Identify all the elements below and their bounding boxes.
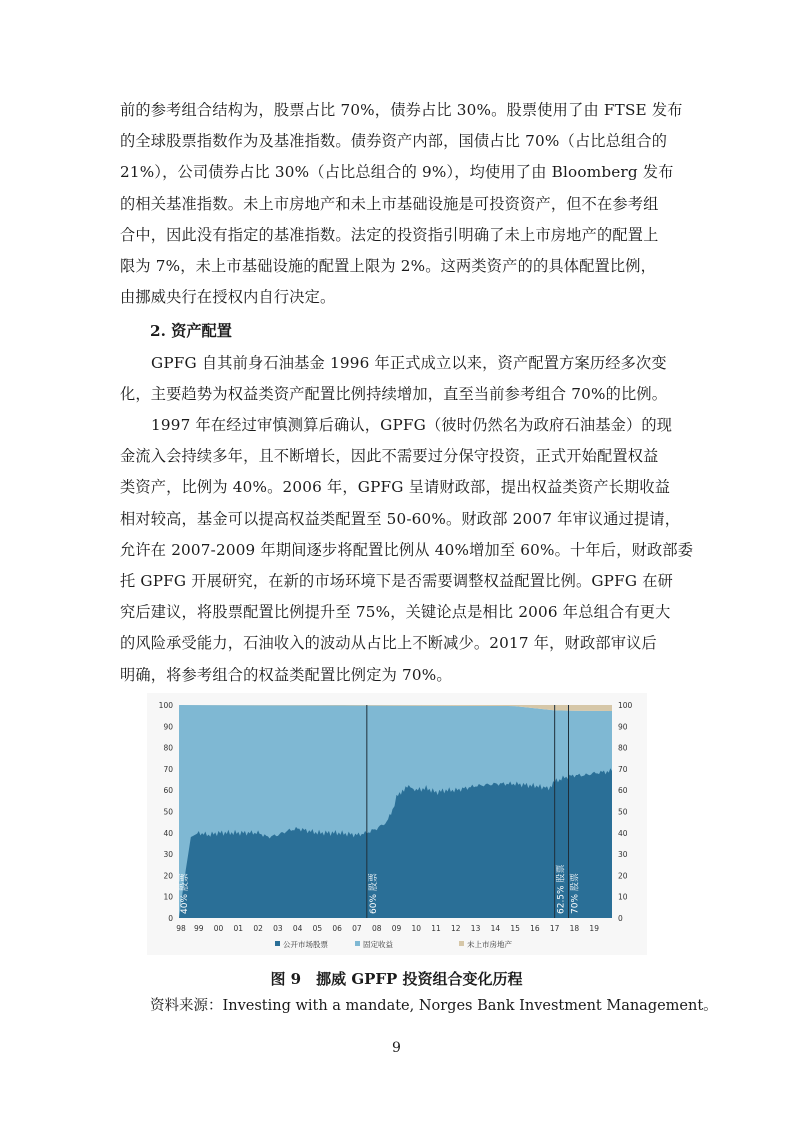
y-tick-left: 20	[163, 871, 173, 881]
y-tick-right: 10	[618, 892, 628, 902]
x-tick-label: 14	[490, 924, 501, 933]
y-tick-left: 90	[163, 722, 173, 732]
x-tick-label: 07	[352, 924, 362, 933]
text-line: 究后建议，将股票配置比例提升至 75%，关键论点是相比 2006 年总组合有更大	[120, 603, 671, 622]
legend-swatch	[275, 941, 280, 946]
legend-label: 未上市房地产	[467, 940, 512, 949]
x-tick-label: 00	[213, 924, 224, 933]
y-tick-right: 50	[618, 807, 628, 817]
x-tick-label: 04	[292, 924, 303, 933]
legend-label: 固定收益	[363, 940, 393, 949]
y-tick-right: 40	[618, 828, 628, 838]
section-heading: 2. 资产配置	[150, 322, 232, 340]
y-tick-right: 30	[618, 850, 628, 860]
y-tick-left: 30	[163, 850, 173, 860]
x-tick-label: 09	[391, 924, 402, 933]
page-number: 9	[392, 1040, 401, 1056]
legend-label: 公开市场股票	[283, 940, 328, 949]
y-tick-left: 0	[168, 914, 173, 923]
annotation-label: 70% 股票	[570, 873, 581, 914]
y-tick-right: 20	[618, 871, 628, 881]
y-tick-left: 60	[163, 786, 173, 796]
x-tick-label: 08	[371, 924, 382, 933]
y-tick-right: 0	[618, 914, 623, 923]
legend-swatch	[355, 941, 360, 946]
y-tick-right: 90	[618, 722, 628, 732]
x-tick-label: 01	[233, 924, 244, 933]
figure-source: 资料来源：Investing with a mandate, Norges Bank Investment Management。	[150, 998, 718, 1014]
text-line: 1997 年在经过审慎测算后确认，GPFG（彼时仍然名为政府石油基金）的现	[151, 416, 673, 434]
text-line: 化，主要趋势为权益类资产配置比例持续增加，直至当前参考组合 70%的比例。	[120, 385, 668, 404]
y-tick-left: 10	[163, 892, 173, 902]
y-tick-left: 70	[163, 764, 173, 774]
x-tick-label: 99	[193, 924, 204, 933]
legend-swatch	[459, 941, 464, 946]
annotation-label: 60% 股票	[368, 873, 379, 914]
annotation-label: 40% 股票	[180, 873, 190, 914]
annotation-label: 62.5% 股票	[556, 864, 567, 914]
x-tick-label: 16	[530, 924, 540, 933]
x-tick-label: 06	[332, 924, 342, 933]
y-tick-right: 100	[618, 701, 633, 710]
x-tick-label: 02	[253, 924, 263, 933]
text-line: GPFG 自其前身石油基金 1996 年正式成立以来，资产配置方案历经多次变	[151, 354, 667, 372]
y-tick-right: 70	[618, 764, 628, 774]
text-line: 允许在 2007-2009 年期间逐步将配置比例从 40%增加至 60%。十年后，财政部委	[120, 540, 694, 559]
figure-caption: 图 9 挪威 GPFP 投资组合变化历程	[270, 970, 523, 988]
y-tick-left: 80	[163, 743, 173, 753]
allocation-chart	[147, 693, 647, 955]
x-tick-label: 05	[312, 924, 323, 933]
text-line: 托 GPFG 开展研究，在新的市场环境下是否需要调整权益配置比例。GPFG 在研	[120, 572, 673, 590]
text-line: 合中，因此没有指定的基准指数。法定的投资指引明确了未上市房地产的配置上	[120, 225, 659, 244]
y-tick-left: 40	[163, 828, 173, 838]
x-tick-label: 11	[431, 924, 441, 933]
y-tick-right: 60	[618, 786, 628, 796]
text-line: 限为 7%，未上市基础设施的配置上限为 2%。这两类资产的的具体配置比例，	[120, 257, 657, 275]
x-tick-label: 15	[510, 924, 520, 933]
y-tick-left: 50	[163, 807, 173, 817]
x-tick-label: 12	[451, 924, 461, 933]
text-line: 相对较高，基金可以提高权益类配置至 50-60%。财政部 2007 年审议通过提请，	[120, 509, 681, 528]
text-line: 明确，将参考组合的权益类配置比例定为 70%。	[120, 665, 452, 684]
x-tick-label: 17	[549, 924, 560, 933]
x-tick-label: 18	[569, 924, 580, 933]
text-line: 前的参考组合结构为，股票占比 70%，债券占比 30%。股票使用了由 FTSE 发布	[120, 101, 683, 119]
chart-svg	[147, 693, 647, 955]
text-line: 类资产，比例为 40%。2006 年，GPFG 呈请财政部，提出权益类资产长期收益	[120, 478, 671, 497]
text-line: 21%），公司债券占比 30%（占比总组合的 9%），均使用了由 Bloomberg 发布	[120, 163, 674, 182]
text-line: 的风险承受能力，石油收入的波动从占比上不断减少。2017 年，财政部审议后	[120, 634, 657, 653]
text-line: 金流入会持续多年，且不断增长，因此不需要过分保守投资，正式开始配置权益	[120, 447, 659, 466]
x-tick-label: 03	[273, 924, 283, 933]
text-line: 的相关基准指数。未上市房地产和未上市基础设施是可投资资产，但不在参考组	[120, 194, 659, 213]
text-line: 的全球股票指数作为及基准指数。债券资产内部，国债占比 70%（占比总组合的	[120, 132, 668, 151]
y-tick-right: 80	[618, 743, 628, 753]
x-tick-label: 13	[470, 924, 481, 933]
x-tick-label: 19	[589, 924, 599, 933]
text-line: 由挪威央行在授权内自行决定。	[120, 288, 336, 307]
x-tick-label: 98	[176, 924, 186, 933]
y-tick-left: 100	[158, 701, 173, 710]
x-tick-label: 10	[411, 924, 422, 933]
